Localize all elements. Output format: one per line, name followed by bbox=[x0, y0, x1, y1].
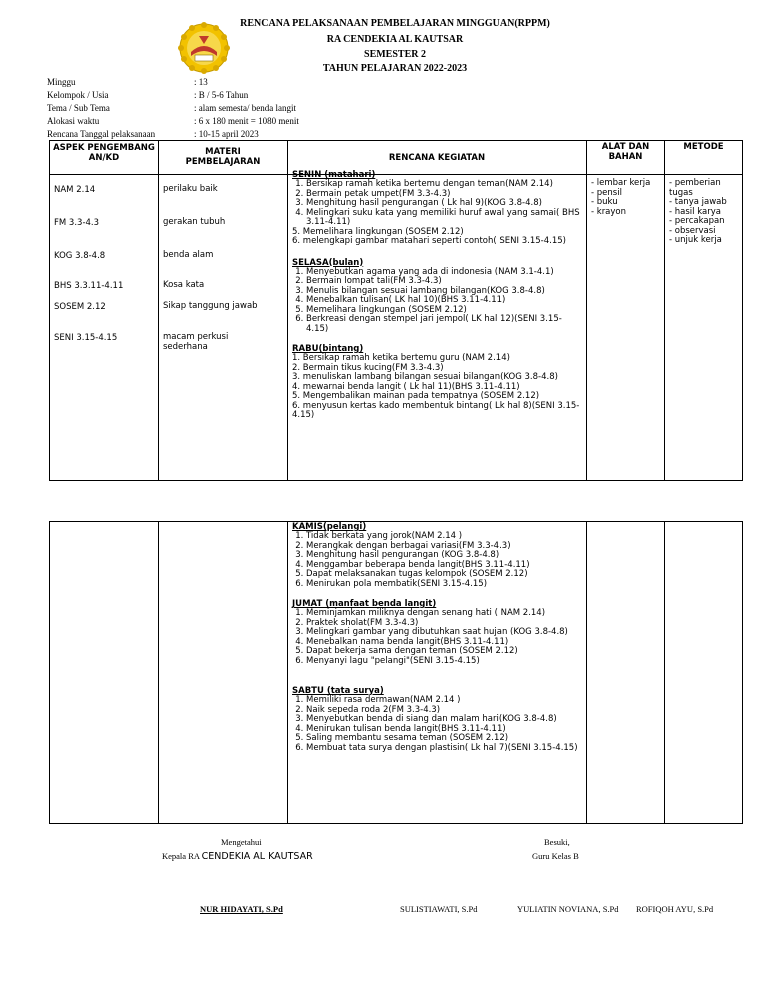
activity-item: 4. Menebalkan tulisan( LK hal 10)(BHS 3.11-4.11) bbox=[306, 296, 582, 306]
activity-item: 4. mewarnai benda langit ( Lk hal 11)(BHS 3.11-4.11) bbox=[292, 381, 520, 392]
activity-item: 4. Menebalkan nama benda langit(BHS 3.11-4.11) bbox=[306, 638, 582, 648]
day-title-rabu: RABU(bintang) bbox=[292, 344, 364, 354]
info-label-tema: Tema / Sub Tema bbox=[47, 103, 110, 113]
activity-item: 4. Menirukan tulisan benda langit(BHS 3.11-4.11) bbox=[306, 725, 582, 735]
activity-item: 3. Menghitung hasil pengurangan ( Lk hal 9)(KOG 3.8-4.8) bbox=[306, 199, 582, 209]
metode-item: - unjuk kerja bbox=[669, 235, 722, 245]
alat-item: - pensil bbox=[591, 187, 622, 198]
header-semester: SEMESTER 2 bbox=[364, 49, 426, 60]
activity-item: 5. Mengembalikan mainan pada tempatnya (SOSEM 2.12) bbox=[292, 391, 540, 401]
activity-item: 1. Bersikap ramah ketika bertemu guru (NAM 2.14) bbox=[292, 353, 510, 363]
alat-item: - lembar kerja bbox=[591, 178, 651, 188]
metode-cell-empty bbox=[665, 522, 743, 824]
activity-item: 1. Menyebutkan agama yang ada di indonesia (NAM 3.1-4.1) bbox=[306, 268, 582, 278]
activity-item: 2. Bermain petak umpet(FM 3.3-4.3) bbox=[306, 190, 582, 200]
aspek-item: SOSEM 2.12 bbox=[54, 302, 106, 312]
activity-item: 6. Berkreasi dengan stempel jari jempol( LK hal 12)(SENI 3.15-4.15) bbox=[306, 315, 582, 334]
alat-item: - krayon bbox=[591, 206, 627, 217]
sig-mengetahui: Mengetahui bbox=[221, 837, 262, 847]
aspek-item: BHS 3.3.11-4.11 bbox=[54, 281, 124, 291]
info-value-tanggal: : 10-15 april 2023 bbox=[194, 129, 259, 139]
activity-list-senin bbox=[292, 180, 582, 228]
metode-item: - hasil karya bbox=[669, 206, 721, 217]
header-title: RENCANA PELAKSANAAN PEMBELAJARAN MINGGUAN(RPPM) bbox=[240, 18, 550, 29]
day-title-kamis: KAMIS(pelangi) bbox=[292, 522, 367, 532]
activity-item: 4. Melingkari suku kata yang memiliki huruf awal yang samai( BHS 3.11-4.11) bbox=[306, 209, 582, 228]
activity-item: 5. Dapat bekerja sama dengan teman (SOSEM 2.12) bbox=[306, 647, 582, 657]
activity-list-kamis bbox=[292, 532, 582, 589]
alat-item: - buku bbox=[591, 197, 618, 207]
activity-item: 5. Dapat melaksanakan tugas kelompok (SOSEM 2.12) bbox=[306, 570, 582, 580]
activity-item: 5. Memelihara lingkungan (SOSEM 2.12) bbox=[292, 226, 464, 237]
activity-list-sabtu bbox=[292, 696, 582, 753]
activity-item: 6. Menyanyi lagu "pelangi"(SENI 3.15-4.15) bbox=[306, 657, 582, 667]
activity-item: 1. Bersikap ramah ketika bertemu dengan teman(NAM 2.14) bbox=[306, 180, 582, 190]
activity-item: 4. Menggambar beberapa benda langit(BHS 3.11-4.11) bbox=[306, 561, 582, 571]
activity-item: 6. Membuat tata surya dengan plastisin( Lk hal 7)(SENI 3.15-4.15) bbox=[306, 744, 582, 754]
day-title-jumat: JUMAT (manfaat benda langit) bbox=[292, 599, 437, 609]
alat-cell bbox=[587, 175, 665, 481]
aspek-item: KOG 3.8-4.8 bbox=[54, 251, 106, 261]
activity-list-rabu bbox=[292, 354, 582, 421]
activity-item: 2. Praktek sholat(FM 3.3-4.3) bbox=[306, 619, 582, 629]
materi-item: benda alam bbox=[163, 250, 214, 260]
aspek-item: SENI 3.15-4.15 bbox=[54, 333, 118, 343]
activity-item: 6. menyusun kertas kado membentuk bintang( Lk hal 8)(SENI 3.15-4.15) bbox=[292, 400, 580, 420]
info-value-alokasi: : 6 x 180 menit = 1080 menit bbox=[194, 116, 299, 126]
activity-list-selasa bbox=[292, 268, 582, 335]
info-value-kelompok: : B / 5-6 Tahun bbox=[194, 90, 249, 100]
alat-cell-empty bbox=[587, 522, 665, 824]
plan-table-1 bbox=[49, 140, 743, 481]
info-label-alokasi: Alokasi waktu bbox=[47, 116, 100, 126]
metode-item: - tanya jawab bbox=[669, 197, 727, 207]
sig-place: Besuki, bbox=[544, 837, 570, 847]
metode-item: - pemberian tugas bbox=[669, 178, 721, 198]
activity-item: 2. Bermain tikus kucing(FM 3.3-4.3) bbox=[292, 362, 444, 373]
materi-item: perilaku baik bbox=[163, 184, 218, 194]
day-title-senin: SENIN (matahari) bbox=[292, 170, 376, 180]
sig-teacher-3: ROFIQOH AYU, S.Pd bbox=[636, 904, 714, 914]
activity-item: 3. Menulis bilangan sesuai lambang bilangan(KOG 3.8-4.8) bbox=[306, 287, 582, 297]
header-school: RA CENDEKIA AL KAUTSAR bbox=[326, 34, 464, 45]
sig-kepala: Kepala RA CENDEKIA AL KAUTSAR bbox=[162, 851, 313, 862]
aspek-item: NAM 2.14 bbox=[54, 185, 96, 195]
aspek-item: FM 3.3-4.3 bbox=[54, 218, 100, 228]
header-materi: MATERI PEMBELAJARAN bbox=[159, 141, 288, 175]
info-value-minggu: : 13 bbox=[194, 77, 208, 87]
activity-item: 3. menuliskan lambang bilangan sesuai bilangan(KOG 3.8-4.8) bbox=[292, 372, 558, 382]
materi-item: Kosa kata bbox=[163, 280, 205, 290]
metode-list bbox=[665, 175, 742, 246]
metode-item: - percakapan bbox=[669, 216, 725, 226]
school-logo-icon bbox=[178, 22, 230, 74]
activity-item: 2. Naik sepeda roda 2(FM 3.3-4.3) bbox=[306, 706, 582, 716]
plan-table-2 bbox=[49, 521, 743, 824]
activity-item: 6. Menirukan pola membatik(SENI 3.15-4.15) bbox=[306, 580, 582, 590]
activity-item: 1. Memiliki rasa dermawan(NAM 2.14 ) bbox=[306, 696, 582, 706]
aspek-cell bbox=[50, 175, 159, 481]
info-label-kelompok: Kelompok / Usia bbox=[47, 90, 109, 100]
activity-item: 2. Bermain lompat tali(FM 3.3-4.3) bbox=[306, 277, 582, 287]
info-value-tema: : alam semesta/ benda langit bbox=[194, 103, 296, 113]
materi-item: macam perkusi sederhana bbox=[163, 332, 229, 352]
activity-item: 1. Meminjamkan miliknya dengan senang hati ( NAM 2.14) bbox=[306, 609, 582, 619]
kegiatan-cell-2 bbox=[288, 522, 587, 824]
materi-cell-empty bbox=[159, 522, 288, 824]
metode-item: - observasi bbox=[669, 225, 716, 236]
sig-kepala-name: NUR HIDAYATI, S.Pd bbox=[200, 904, 283, 914]
sig-guru: Guru Kelas B bbox=[532, 851, 579, 861]
activity-item: 3. Menyebutkan benda di siang dan malam hari(KOG 3.8-4.8) bbox=[306, 715, 582, 725]
sig-teacher-1: SULISTIAWATI, S.Pd bbox=[400, 904, 478, 914]
activity-item: 2. Merangkak dengan berbagai variasi(FM 3.3-4.3) bbox=[306, 542, 582, 552]
activity-list-jumat bbox=[292, 609, 582, 666]
header-year: TAHUN PELAJARAN 2022-2023 bbox=[322, 63, 468, 74]
day-title-selasa: SELASA(bulan) bbox=[292, 257, 364, 268]
activity-item: 5. Saling membantu sesama teman (SOSEM 2.12) bbox=[306, 734, 582, 744]
info-label-minggu: Minggu bbox=[47, 77, 76, 87]
header-aspek: ASPEK PENGEMBANGAN/KD bbox=[50, 141, 159, 175]
info-label-tanggal: Rencana Tanggal pelaksanaan bbox=[47, 129, 156, 139]
activity-item: 3. Menghitung hasil pengurangan (KOG 3.8-4.8) bbox=[306, 551, 582, 561]
activity-item: 1. Tidak berkata yang jorok(NAM 2.14 ) bbox=[306, 532, 582, 542]
day-title-sabtu: SABTU (tata surya) bbox=[292, 686, 384, 696]
activity-list-senin-cont bbox=[292, 228, 582, 247]
materi-item: gerakan tubuh bbox=[163, 217, 226, 227]
activity-item: 5. Memelihara lingkungan (SOSEM 2.12) bbox=[306, 306, 582, 316]
activity-item: 6. melengkapi gambar matahari seperti contoh( SENI 3.15-4.15) bbox=[292, 236, 566, 246]
header-alat: ALAT DAN BAHAN bbox=[587, 141, 665, 175]
activity-item: 3. Melingkari gambar yang dibutuhkan saat hujan (KOG 3.8-4.8) bbox=[306, 628, 582, 638]
kegiatan-cell bbox=[288, 170, 587, 481]
sig-teacher-2: YULIATIN NOVIANA, S.Pd bbox=[517, 904, 619, 914]
materi-cell bbox=[159, 175, 288, 481]
aspek-cell-empty bbox=[50, 522, 159, 824]
materi-item: Sikap tanggung jawab bbox=[163, 301, 258, 311]
header-metode: METODE bbox=[665, 141, 743, 175]
alat-list bbox=[587, 175, 664, 217]
metode-cell bbox=[665, 175, 743, 481]
header-kegiatan: RENCANA KEGIATAN bbox=[288, 141, 587, 175]
